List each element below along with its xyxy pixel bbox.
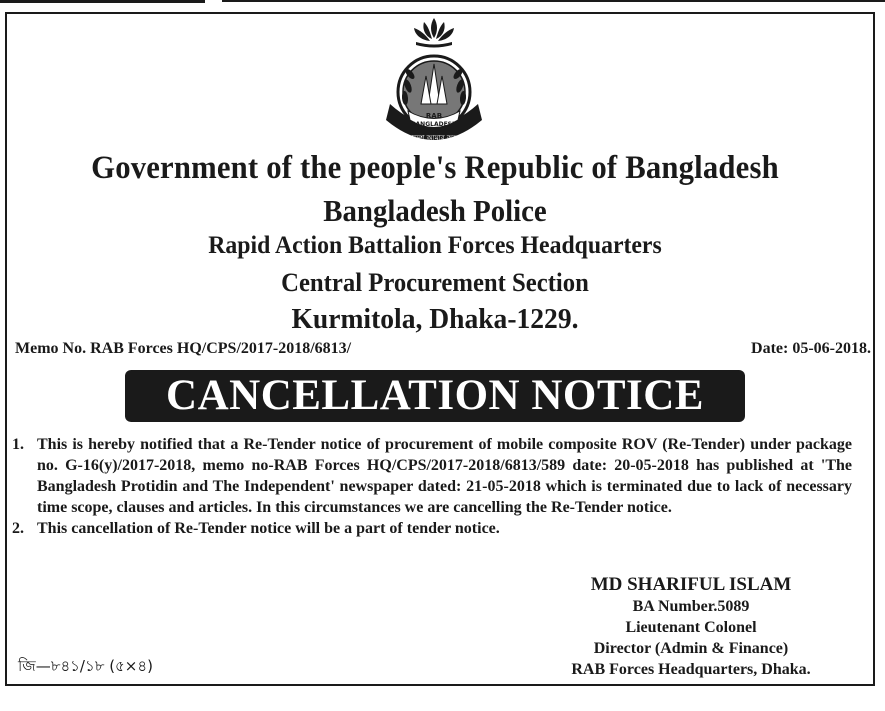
header-police: Bangladesh Police xyxy=(323,193,547,228)
signatory-name: MD SHARIFUL ISLAM xyxy=(590,574,792,595)
item-number: 1. xyxy=(12,436,24,453)
header-section: Central Procurement Section xyxy=(281,268,589,297)
memo-date: Date: 05-06-2018. xyxy=(751,340,871,357)
footer-print-code: জি—৮৪১/১৮ (৫×৪) xyxy=(18,657,153,675)
list-item xyxy=(12,434,852,518)
emblem-banner-text: RAB xyxy=(425,112,443,120)
signatory-designation: Director (Admin & Finance) xyxy=(593,640,789,657)
signatory-office: RAB Forces Headquarters, Dhaka. xyxy=(571,661,811,678)
item-text: This cancellation of Re-Tender notice will be a part of tender notice. xyxy=(37,520,500,537)
memo-number: Memo No. RAB Forces HQ/CPS/2017-2018/6813/ xyxy=(15,340,352,357)
top-rule-left xyxy=(0,0,205,3)
emblem-motto-text: বাংলাদেশ আমার অহংকার xyxy=(397,134,471,142)
notice-title-banner: CANCELLATION NOTICE xyxy=(125,370,745,422)
item-text: This is hereby notified that a Re-Tender notice of procurement of mobile composite ROV (Re-Tender) under package no. G-16(y)/2017-2018, memo no-RAB Forces HQ/CPS/2017-2018/6813/589 date: 20-05-2018 has published at 'The Bangladesh Protidin and The Independent' newspaper dated: 21-05-2018 which is terminated due to lack of necessary time scope, clauses and articles. In this circumstances we are cancelling the Re-Tender notice. xyxy=(37,436,852,516)
notice-body xyxy=(12,434,852,539)
item-number: 2. xyxy=(12,520,24,537)
signatory-rank: Lieutenant Colonel xyxy=(625,619,757,636)
header-address: Kurmitola, Dhaka-1229. xyxy=(291,303,579,335)
header-government: Government of the people's Republic of Bangladesh xyxy=(91,150,779,186)
emblem-country-text: BANGLADESH xyxy=(410,121,458,128)
top-rule-right xyxy=(222,0,885,2)
list-item xyxy=(12,518,852,539)
rab-emblem-logo xyxy=(368,14,500,154)
signatory-ba-number: BA Number.5089 xyxy=(632,598,750,615)
header-rab-hq: Rapid Action Battalion Forces Headquarters xyxy=(208,232,662,259)
